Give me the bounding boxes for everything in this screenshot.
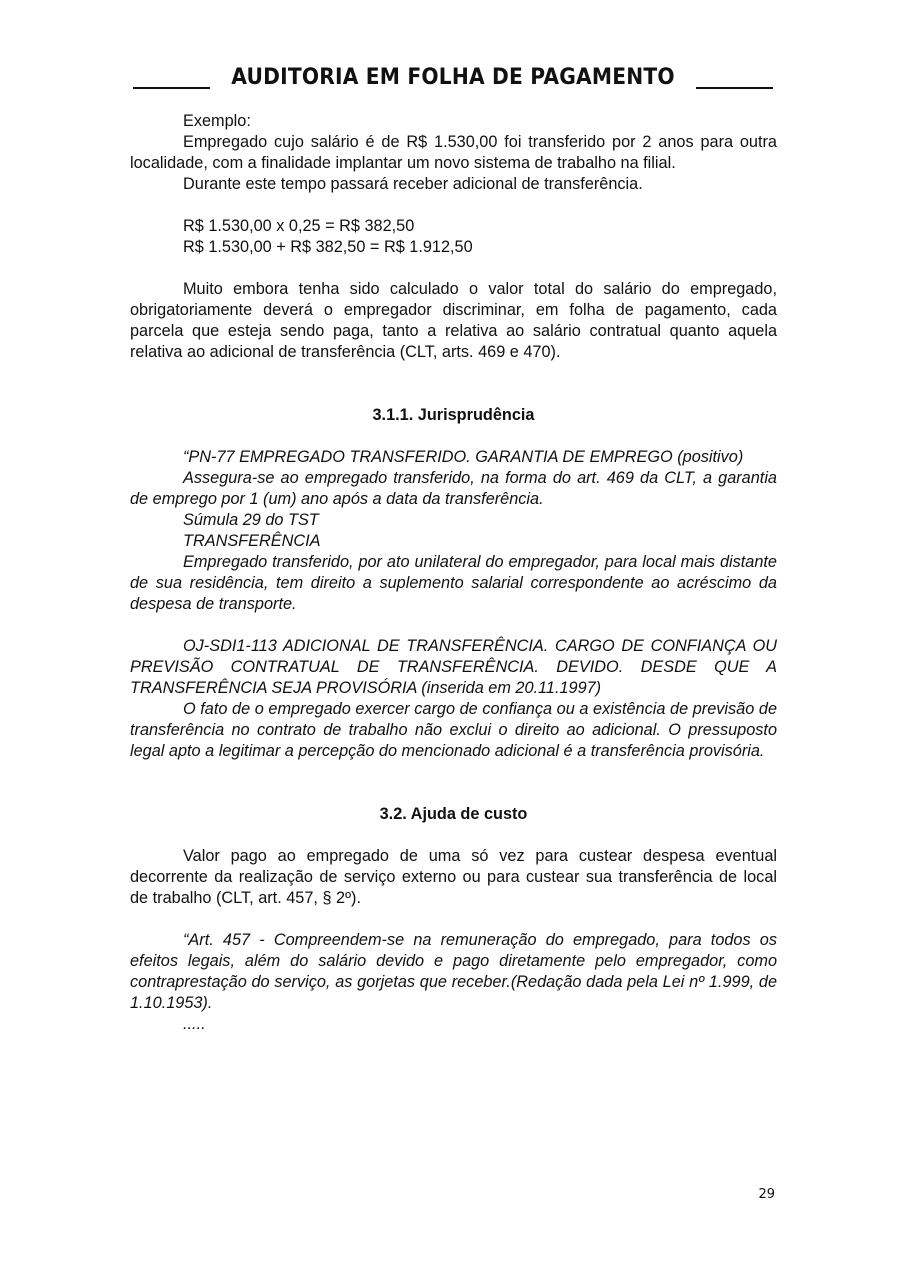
header-title: AUDITORIA EM FOLHA DE PAGAMENTO [231,65,675,90]
quote-ellipsis: ..... [183,1015,206,1033]
calc-line-1: R$ 1.530,00 x 0,25 = R$ 382,50 [183,217,415,235]
oj-sdi1-113-text: O fato de o empregado exercer cargo de confiança ou a existência de previsão de transferência no contrato de trabalho não exclui o direito ao adicional. O pressuposto legal apto a legitimar a percepção do mencionado adicional é a transferência provisória. [130,700,777,760]
sumula-text: Empregado transferido, por ato unilateral do empregador, para local mais distante de sua residência, tem direito a suplemento salarial correspondente ao acréscimo da despesa de transporte. [130,553,777,613]
ajuda-de-custo-text: Valor pago ao empregado de uma só vez para custear despesa eventual decorrente da realização de serviço externo ou para custear sua transferência de local de trabalho (CLT, art. 457, § 2º). [130,847,777,907]
page-body [130,111,777,1035]
heading-jurisprudencia: 3.1.1. Jurisprudência [372,406,535,424]
example-paragraph: Empregado cujo salário é de R$ 1.530,00 foi transferido por 2 anos para outra localidade, com a finalidade implantar um novo sistema de trabalho na filial. [130,133,777,172]
header-rule-left [133,87,210,89]
discrimination-note: Muito embora tenha sido calculado o valor total do salário do empregado, obrigatoriamente deverá o empregador discriminar, em folha de pagamento, cada parcela que esteja sendo paga, tanto a relativa ao salário contratual quanto aquela relativa ao adicional de transferência (CLT, arts. 469 e 470). [130,280,777,361]
pn77-text: Assegura-se ao empregado transferido, na forma do art. 469 da CLT, a garantia de emprego por 1 (um) ano após a data da transferência. [130,469,777,508]
page-number: 29 [758,1187,775,1202]
pn77-title: “PN-77 EMPREGADO TRANSFERIDO. GARANTIA DE EMPREGO (positivo) [183,448,744,466]
header-rule-right [696,87,773,89]
example-label: Exemplo: [183,112,251,130]
heading-ajuda-de-custo: 3.2. Ajuda de custo [379,805,528,823]
sumula-29: Súmula 29 do TST [183,511,319,529]
running-header [133,58,773,92]
oj-sdi1-113-title: OJ-SDI1-113 ADICIONAL DE TRANSFERÊNCIA. CARGO DE CONFIANÇA OU PREVISÃO CONTRATUAL DE TRANSFERÊNCIA. DEVIDO. DESDE QUE A TRANSFERÊNCIA SEJA PROVISÓRIA (inserida em 20.11.1997) [130,637,777,697]
calc-line-2: R$ 1.530,00 + R$ 382,50 = R$ 1.912,50 [183,238,473,256]
sumula-title: TRANSFERÊNCIA [183,532,321,550]
example-during: Durante este tempo passará receber adicional de transferência. [183,175,643,193]
art-457-quote: “Art. 457 - Compreendem-se na remuneração do empregado, para todos os efeitos legais, além do salário devido e pago diretamente pelo empregador, como contraprestação do serviço, as gorjetas que receber.(Redação dada pela Lei nº 1.999, de 1.10.1953). [130,931,777,1012]
